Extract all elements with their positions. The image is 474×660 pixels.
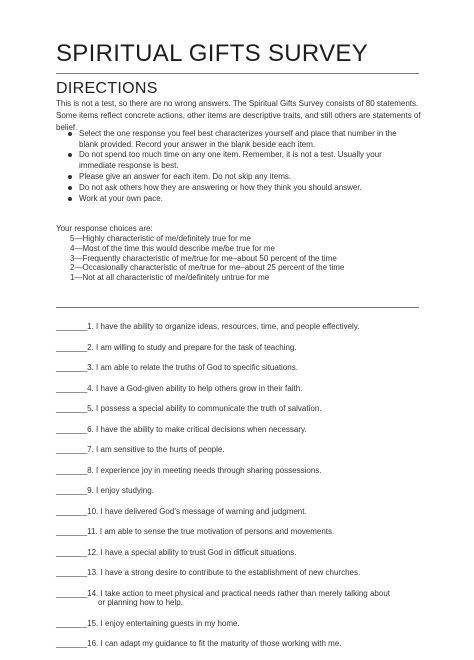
choice-option: 1—Not at all characteristic of me/definitely untrue for me: [70, 273, 270, 283]
survey-item: [56, 507, 426, 528]
answer-blank[interactable]: _______: [56, 445, 88, 454]
survey-item: [56, 343, 426, 364]
answer-blank[interactable]: _______: [56, 342, 88, 352]
bullet-text: Work at your own pace.: [79, 193, 163, 203]
item-text: 1. I have the ability to organize ideas, resources, time, and people effectively.: [87, 322, 360, 331]
bullet-text: Do not spend too much time on any one item. Remember, it is not a test. Usually your immediate response is best.: [79, 150, 382, 170]
bullet-text: Select the one response you feel best characterizes yourself and place that number in the blank provided. Record your answer in the blank beside each item.: [79, 129, 397, 149]
answer-blank[interactable]: _______: [56, 424, 88, 434]
item-text: 8. I experience joy in meeting needs through sharing possessions.: [87, 465, 322, 475]
item-text: 16. I can adapt my guidance to fit the maturity of those working with me.: [87, 639, 342, 648]
answer-blank[interactable]: _______: [56, 404, 88, 413]
directions-bullet-list: [68, 129, 413, 204]
survey-item: [56, 404, 426, 425]
answer-blank[interactable]: _______: [56, 547, 88, 557]
item-text: 9. I enjoy studying.: [87, 486, 154, 495]
answer-blank[interactable]: _______: [56, 588, 88, 598]
item-text: 11. I am able to sense the true motivation of persons and movements.: [87, 527, 335, 536]
directions-bullet: [68, 129, 413, 150]
answer-blank[interactable]: _______: [56, 506, 88, 516]
survey-item: [56, 527, 426, 548]
item-text: 2. I am willing to study and prepare for the task of teaching.: [87, 342, 297, 352]
answer-blank[interactable]: _______: [56, 486, 88, 495]
bullet-text: Do not ask others how they are answering or how they think you should answer.: [79, 182, 362, 192]
directions-intro: This is not a test, so there are no wrong answers. The Spiritual Gifts Survey consists of 80 statements. Some items reflect concrete actions, other items are descriptive traits, and still others are statements of belief.: [56, 99, 421, 132]
choices-lead: Your response choices are:: [56, 224, 153, 233]
survey-item: [56, 568, 426, 589]
answer-blank[interactable]: _______: [56, 383, 88, 393]
survey-item: [56, 639, 426, 660]
page-title: SPIRITUAL GIFTS SURVEY: [56, 40, 369, 67]
item-text: 14. I take action to meet physical and practical needs rather than merely talking about: [87, 588, 390, 598]
answer-blank[interactable]: _______: [56, 568, 88, 577]
directions-bullet: [68, 194, 413, 205]
survey-items: [56, 322, 426, 660]
item-text: 5. I possess a special ability to communicate the truth of salvation.: [87, 404, 322, 413]
choice-option: 4—Most of the time this would describe me/be true for me: [70, 243, 275, 253]
survey-item: [56, 363, 426, 384]
item-text: 7. I am sensitive to the hurts of people.: [87, 445, 225, 454]
choice-option: 3—Frequently characteristic of me/true for me–about 50 percent of the time: [70, 253, 337, 263]
item-text-continued: or planning how to help.: [98, 597, 183, 607]
answer-blank[interactable]: _______: [56, 465, 88, 475]
response-choices: [56, 224, 416, 283]
answer-blank[interactable]: _______: [56, 527, 88, 536]
item-text: 6. I have the ability to make critical decisions when necessary.: [87, 424, 307, 434]
answer-blank[interactable]: _______: [56, 322, 88, 331]
bullet-dot-icon: [68, 132, 72, 136]
item-text: 12. I have a special ability to trust God in difficult situations.: [87, 547, 297, 557]
item-text: 10. I have delivered God’s message of warning and judgment.: [87, 506, 307, 516]
answer-blank[interactable]: _______: [56, 639, 88, 648]
survey-item: [56, 486, 426, 507]
survey-item: [56, 425, 426, 446]
item-text: 15. I enjoy entertaining guests in my home.: [87, 618, 240, 628]
item-text: 3. I am able to relate the truths of God to specific situations.: [87, 363, 298, 372]
title-divider: [56, 73, 419, 74]
survey-item: [56, 589, 426, 619]
answer-blank[interactable]: _______: [56, 618, 88, 628]
bullet-dot-icon: [68, 197, 72, 201]
survey-item: [56, 445, 426, 466]
item-text: 4. I have a God-given ability to help others grow in their faith.: [87, 383, 303, 393]
bullet-dot-icon: [68, 175, 72, 179]
bullet-text: Please give an answer for each item. Do not skip any items.: [79, 171, 292, 181]
section-divider: [56, 307, 419, 308]
directions-heading: DIRECTIONS: [56, 80, 158, 97]
choice-option: 5—Highly characteristic of me/definitely true for me: [70, 234, 251, 244]
survey-item: [56, 322, 426, 343]
bullet-dot-icon: [68, 153, 72, 157]
bullet-dot-icon: [68, 186, 72, 190]
answer-blank[interactable]: _______: [56, 363, 88, 372]
survey-item: [56, 619, 426, 640]
directions-bullet: [68, 150, 413, 171]
survey-item: [56, 548, 426, 569]
choice-option: 2—Occasionally characteristic of me/true for me–about 25 percent of the time: [70, 263, 345, 273]
survey-item: [56, 384, 426, 405]
directions-bullet: [68, 183, 413, 194]
item-text: 13. I have a strong desire to contribute to the establishment of new churches.: [87, 568, 361, 577]
survey-item: [56, 466, 426, 487]
directions-bullet: [68, 172, 413, 183]
